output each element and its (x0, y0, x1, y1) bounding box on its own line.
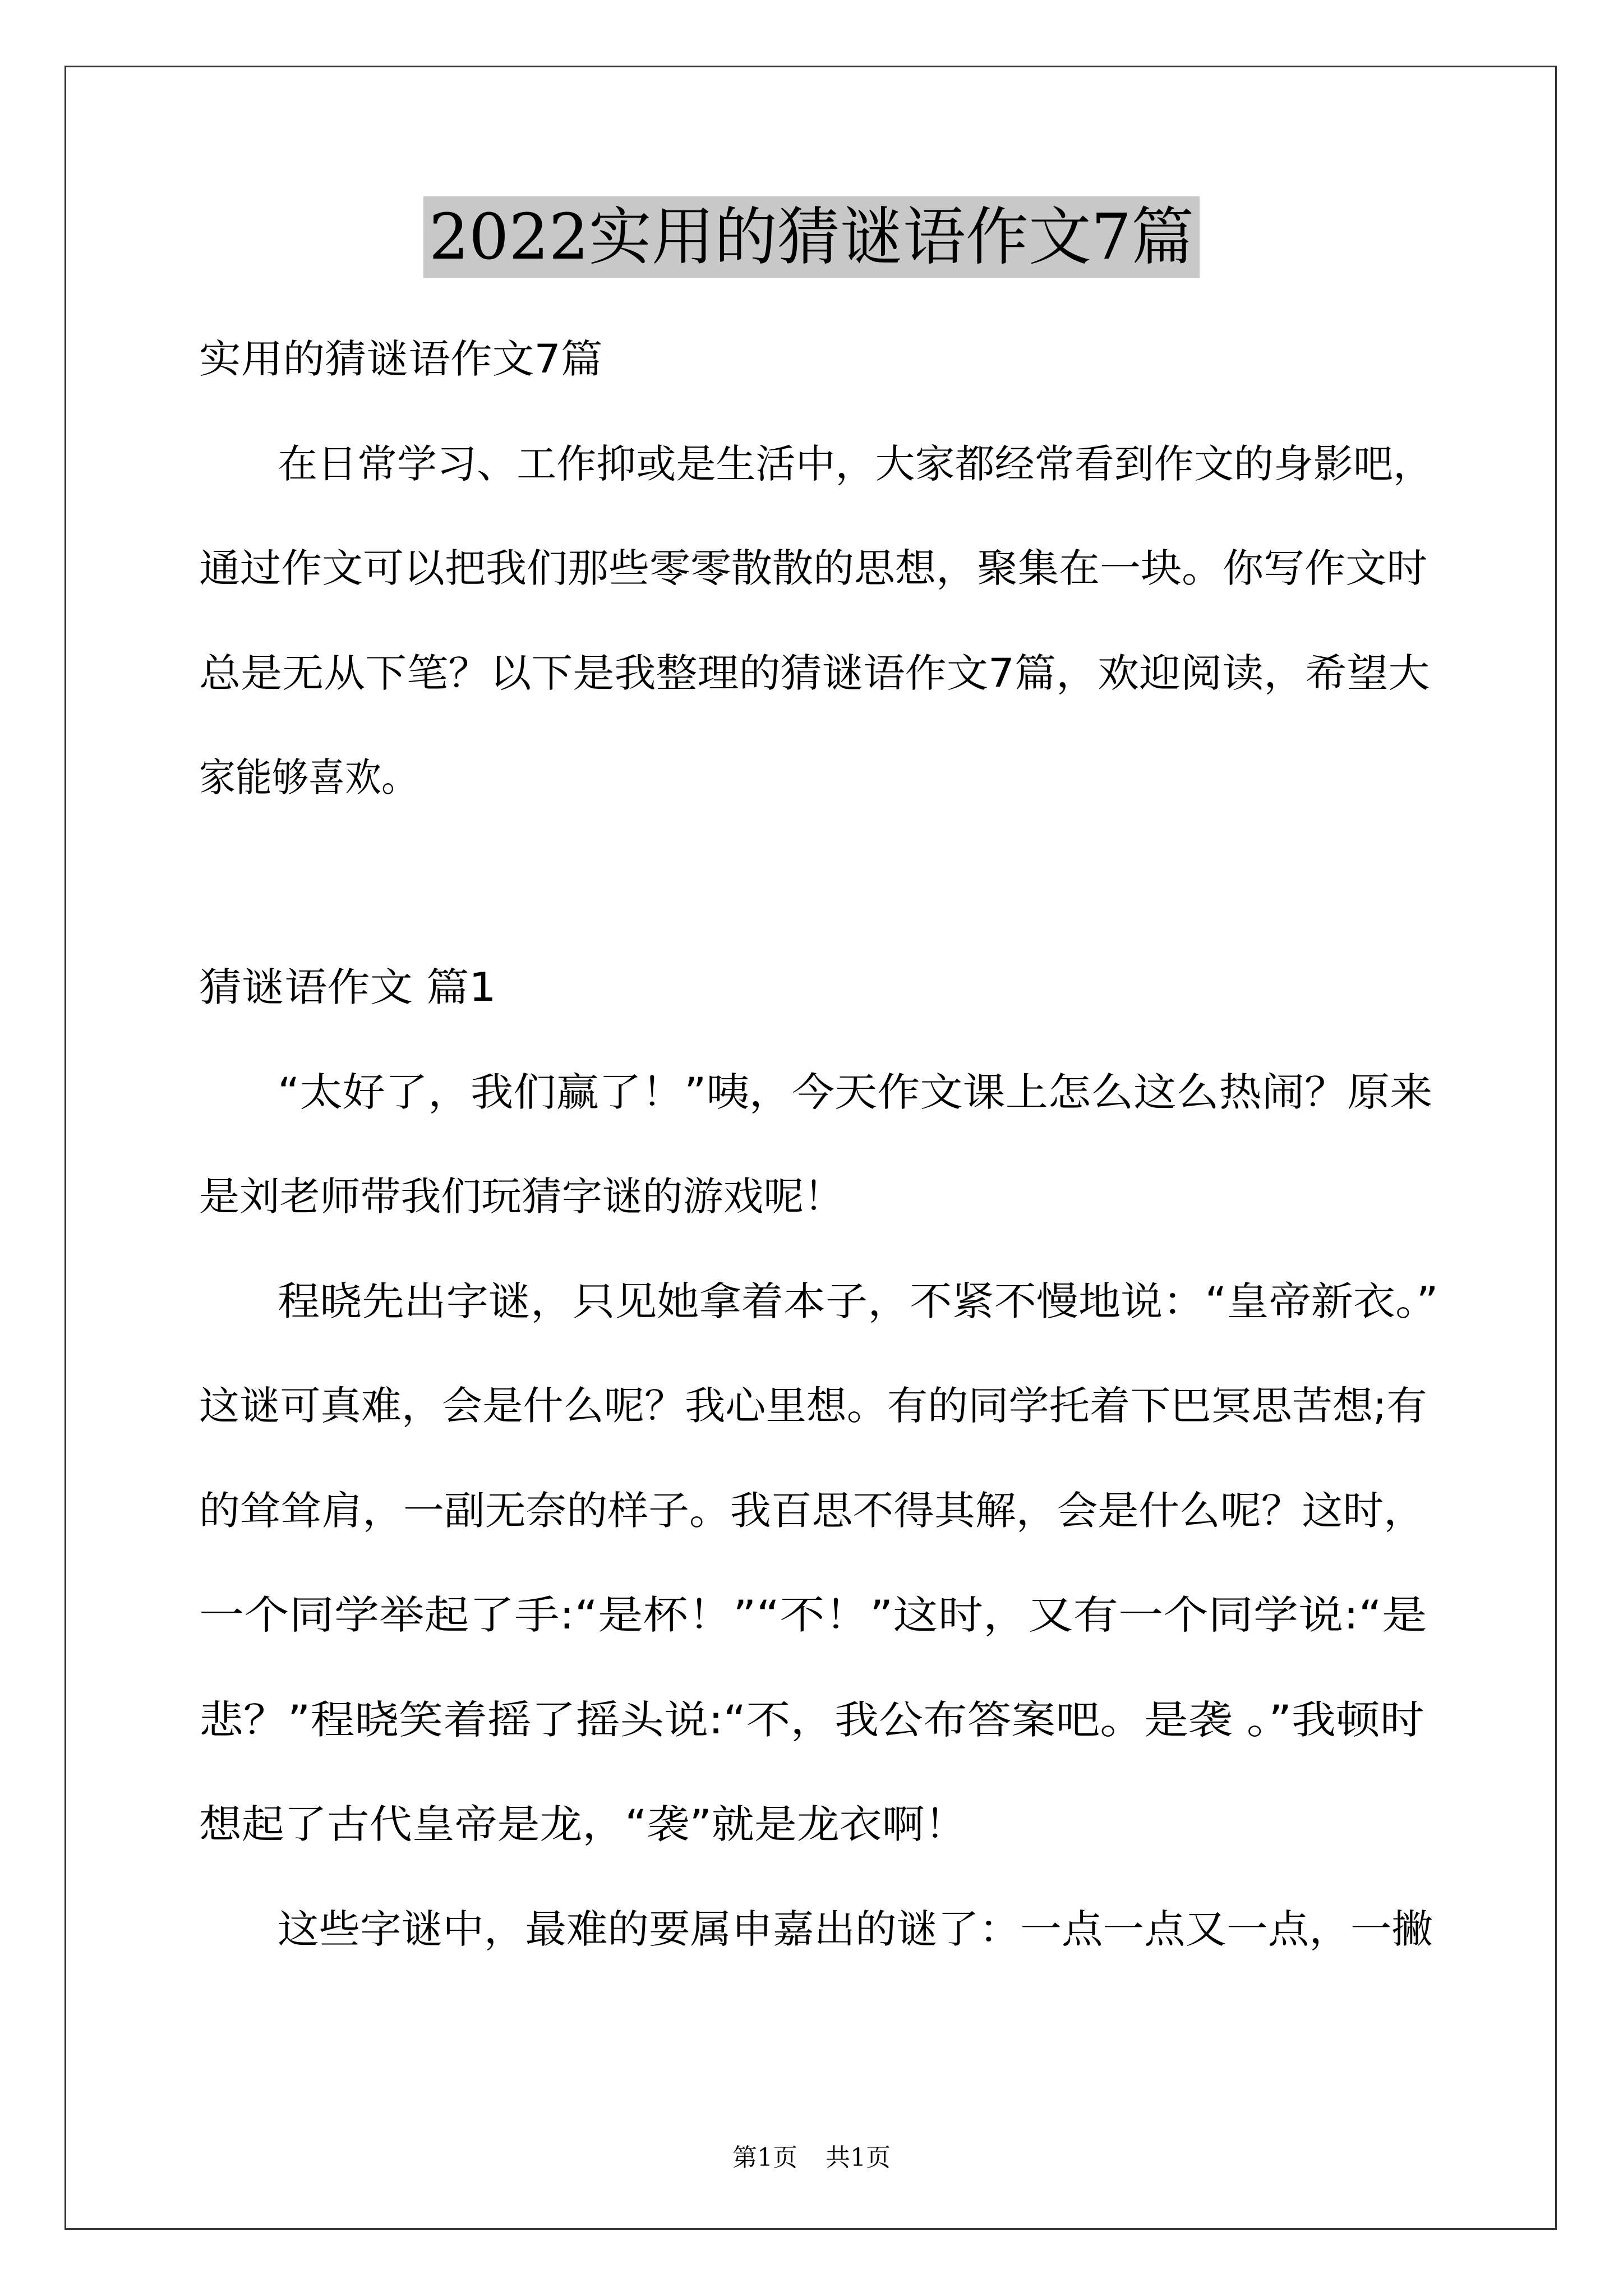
body-line: 在日常学习、工作抑或是生活中，大家都经常看到作文的身影吧， (278, 441, 1433, 487)
body-line: 通过作文可以把我们那些零零散散的思想，聚集在一块。你写作文时 (199, 545, 1428, 591)
body-line: 是刘老师带我们玩猜字谜的游戏呢！ (199, 1174, 845, 1220)
body-line: 总是无从下笔？以下是我整理的猜谜语作文7篇，欢迎阅读，希望大 (199, 650, 1430, 696)
document-title-text: 2022实用的猜谜语作文7篇 (423, 196, 1200, 278)
body-line: 家能够喜欢。 (199, 754, 418, 800)
body-line: 这些字谜中，最难的要属申嘉出的谜了：一点一点又一点，一撇 (278, 1906, 1433, 1952)
page-total: 共1页 (826, 2143, 891, 2172)
page-footer (0, 2137, 1623, 2173)
body-line: 想起了古代皇帝是龙，“袭”就是龙衣啊！ (199, 1801, 967, 1847)
body-line: 一个同学举起了手:“是杯！”“不！”这时，又有一个同学说:“是 (199, 1592, 1427, 1638)
page-border (64, 66, 1557, 2230)
section-heading: 猜谜语作文 篇1 (199, 964, 496, 1010)
body-line: 悲？”程晓笑着摇了摇头说:“不，我公布答案吧。是袭 。”我顿时 (199, 1697, 1424, 1743)
body-line: 这谜可真难，会是什么呢？我心里想。有的同学托着下巴冥思苦想;有 (199, 1383, 1427, 1429)
body-line: 程晓先出字谜，只见她拿着本子，不紧不慢地说：“皇帝新衣。” (278, 1278, 1438, 1324)
page-number: 第1页 (732, 2143, 797, 2172)
subtitle-line: 实用的猜谜语作文7篇 (199, 336, 603, 382)
body-line: 的耸耸肩，一副无奈的样子。我百思不得其解，会是什么呢？这时， (199, 1488, 1425, 1534)
document-title (0, 196, 1623, 278)
body-line: “太好了，我们赢了！”咦，今天作文课上怎么这么热闹？原来 (278, 1069, 1433, 1115)
